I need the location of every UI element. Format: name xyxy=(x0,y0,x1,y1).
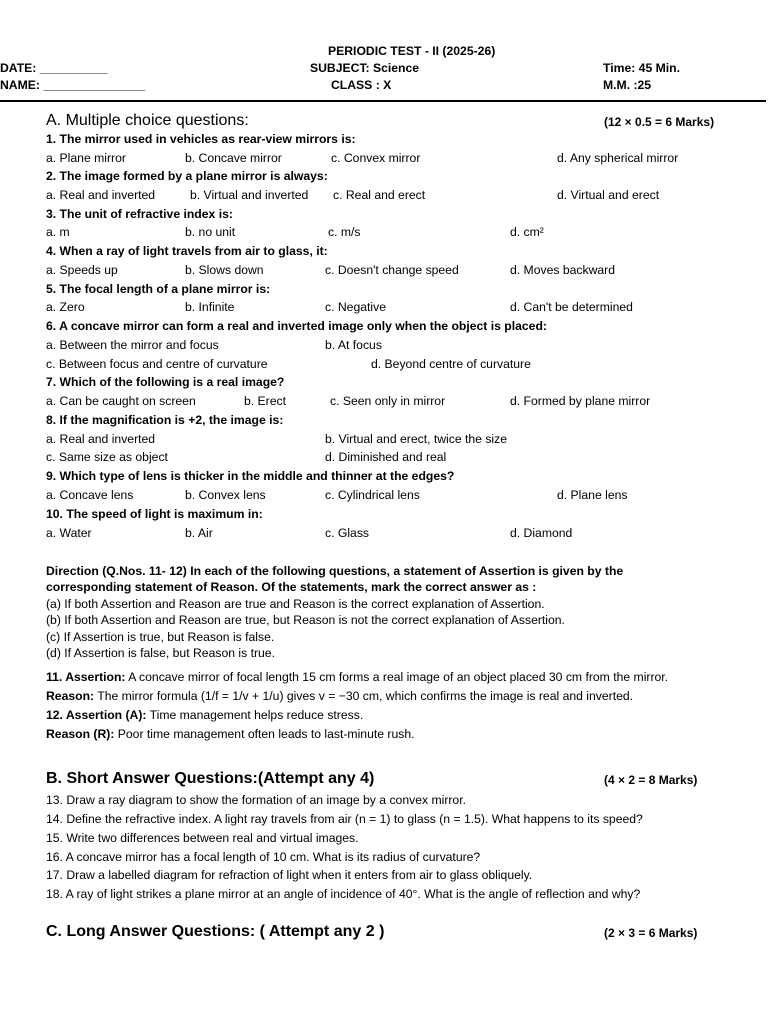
option: b. At focus xyxy=(325,338,382,352)
question-13: 13. Draw a ray diagram to show the formation of an image by a convex mirror. xyxy=(46,793,466,807)
option: d. Virtual and erect xyxy=(557,188,660,202)
option: b. Infinite xyxy=(185,300,235,314)
assertion-choice: (c) If Assertion is true, but Reason is false. xyxy=(46,630,275,644)
question-1: 1. The mirror used in vehicles as rear-view mirrors is: xyxy=(46,132,356,146)
paper-title: PERIODIC TEST - II (2025-26) xyxy=(328,44,496,58)
date-label: DATE: __________ xyxy=(0,61,108,75)
subject: SUBJECT: Science xyxy=(310,61,420,75)
option: c. Convex mirror xyxy=(331,151,421,165)
section-b-marks: (4 × 2 = 8 Marks) xyxy=(604,773,698,787)
option: a. Concave lens xyxy=(46,488,134,502)
option: d. Formed by plane mirror xyxy=(510,394,651,408)
direction-text: corresponding statement of Reason. Of the statements, mark the correct answer as : xyxy=(46,580,537,594)
option: a. Speeds up xyxy=(46,263,118,277)
max-marks: M.M. :25 xyxy=(603,78,652,92)
question-14: 14. Define the refractive index. A light ray travels from air (n = 1) to glass (n = 1.5). What happens to its speed? xyxy=(46,812,643,826)
question-3: 3. The unit of refractive index is: xyxy=(46,207,233,221)
question-4: 4. When a ray of light travels from air to glass, it: xyxy=(46,244,328,258)
question-11-reason: Reason: The mirror formula (1/f = 1/v + 1/u) gives v = −30 cm, which confirms the image is real and inverted. xyxy=(46,689,634,703)
question-7: 7. Which of the following is a real image? xyxy=(46,375,285,389)
option: d. Diminished and real xyxy=(325,450,447,464)
class: CLASS : X xyxy=(331,78,392,92)
name-label: NAME: _______________ xyxy=(0,78,146,92)
question-8: 8. If the magnification is +2, the image is: xyxy=(46,413,284,427)
assertion-choice: (b) If both Assertion and Reason are true, but Reason is not the correct explanation of Assertion. xyxy=(46,613,565,627)
question-16: 16. A concave mirror has a focal length of 10 cm. What is its radius of curvature? xyxy=(46,850,481,864)
option: d. Any spherical mirror xyxy=(557,151,679,165)
option: c. Seen only in mirror xyxy=(330,394,446,408)
section-c-marks: (2 × 3 = 6 Marks) xyxy=(604,926,698,940)
question-5: 5. The focal length of a plane mirror is: xyxy=(46,282,271,296)
option: b. Air xyxy=(185,526,213,540)
question-17: 17. Draw a labelled diagram for refraction of light when it enters from air to glass obliquely. xyxy=(46,868,533,882)
header-divider xyxy=(0,100,766,102)
option: d. Diamond xyxy=(510,526,573,540)
question-6: 6. A concave mirror can form a real and inverted image only when the object is placed: xyxy=(46,319,547,333)
option: b. Erect xyxy=(244,394,286,408)
question-9: 9. Which type of lens is thicker in the middle and thinner at the edges? xyxy=(46,469,455,483)
option: a. Zero xyxy=(46,300,85,314)
question-12: 12. Assertion (A): Time management helps reduce stress. xyxy=(46,708,364,722)
option: a. m xyxy=(46,225,70,239)
option: d. Can't be determined xyxy=(510,300,633,314)
option: a. Water xyxy=(46,526,92,540)
question-10: 10. The speed of light is maximum in: xyxy=(46,507,263,521)
option: c. Negative xyxy=(325,300,386,314)
option: b. Convex lens xyxy=(185,488,266,502)
option: c. Glass xyxy=(325,526,370,540)
question-15: 15. Write two differences between real and virtual images. xyxy=(46,831,359,845)
direction-text: Direction (Q.Nos. 11- 12) In each of the following questions, a statement of Assertion is given by the xyxy=(46,564,624,578)
section-a-marks: (12 × 0.5 = 6 Marks) xyxy=(604,115,715,129)
option: c. Between focus and centre of curvature xyxy=(46,357,268,371)
option: c. Doesn't change speed xyxy=(325,263,459,277)
option: b. Virtual and inverted xyxy=(190,188,309,202)
option: a. Real and inverted xyxy=(46,432,156,446)
option: d. cm² xyxy=(510,225,544,239)
option: c. Cylindrical lens xyxy=(325,488,420,502)
option: a. Can be caught on screen xyxy=(46,394,196,408)
time: Time: 45 Min. xyxy=(603,61,680,75)
option: d. Beyond centre of curvature xyxy=(371,357,531,371)
option: d. Moves backward xyxy=(510,263,615,277)
option: c. Real and erect xyxy=(333,188,426,202)
question-2: 2. The image formed by a plane mirror is always: xyxy=(46,169,328,183)
assertion-choice: (d) If Assertion is false, but Reason is true. xyxy=(46,646,275,660)
section-a-title: A. Multiple choice questions: xyxy=(46,112,249,129)
question-11: 11. Assertion: A concave mirror of focal length 15 cm forms a real image of an object placed 30 cm from the mirror. xyxy=(46,670,669,684)
option: c. Same size as object xyxy=(46,450,168,464)
option: b. Slows down xyxy=(185,263,264,277)
question-12-reason: Reason (R): Poor time management often leads to last-minute rush. xyxy=(46,727,415,741)
option: c. m/s xyxy=(328,225,361,239)
option: a. Real and inverted xyxy=(46,188,156,202)
assertion-choice: (a) If both Assertion and Reason are true and Reason is the correct explanation of Assertion. xyxy=(46,597,545,611)
section-c-title: C. Long Answer Questions: ( Attempt any 2 ) xyxy=(46,923,385,940)
option: b. no unit xyxy=(185,225,236,239)
option: b. Concave mirror xyxy=(185,151,282,165)
question-18: 18. A ray of light strikes a plane mirror at an angle of incidence of 40°. What is the angle of reflection and why? xyxy=(46,887,641,901)
option: b. Virtual and erect, twice the size xyxy=(325,432,508,446)
option: a. Between the mirror and focus xyxy=(46,338,219,352)
option: d. Plane lens xyxy=(557,488,628,502)
option: a. Plane mirror xyxy=(46,151,126,165)
section-b-title: B. Short Answer Questions:(Attempt any 4) xyxy=(46,770,375,787)
